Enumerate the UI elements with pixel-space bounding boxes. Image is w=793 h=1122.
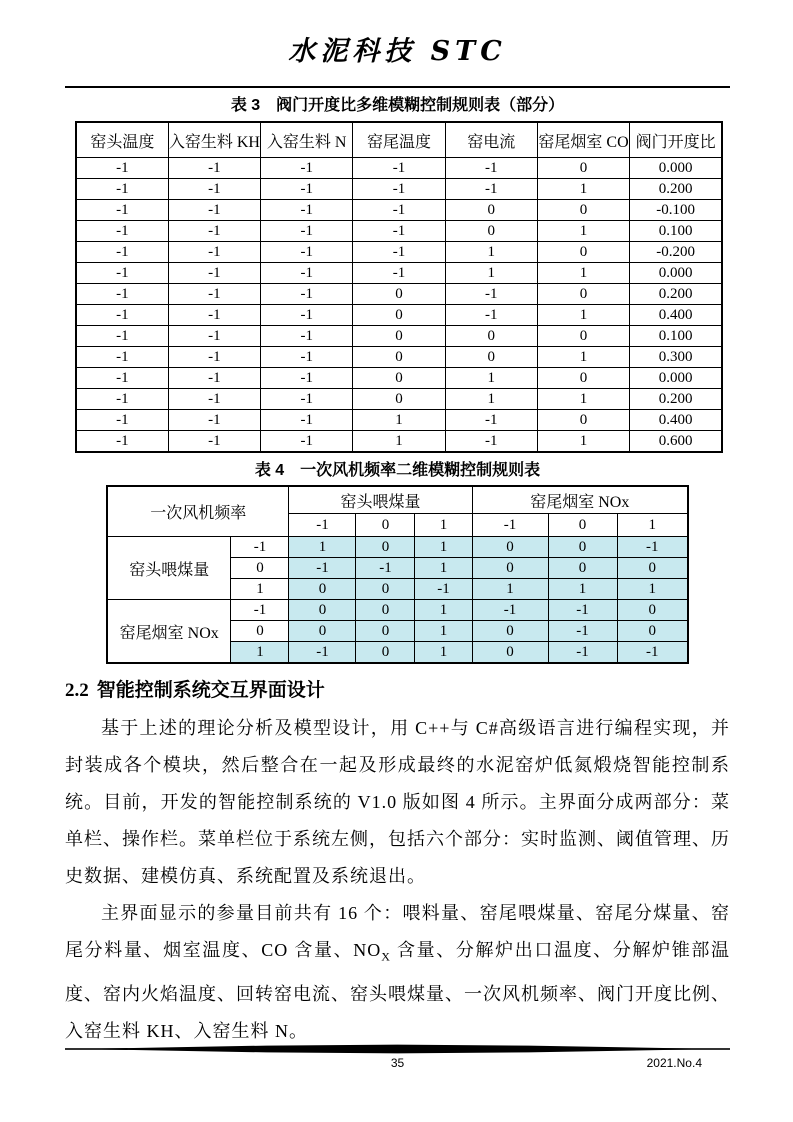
table4-value-cell: 1 [617,579,688,600]
table4-value-cell: 0 [617,621,688,642]
table3-cell: -1 [445,431,537,453]
table3-cell: 1 [537,431,629,453]
table3-header-cell: 窑电流 [445,122,537,158]
table3-cell: -1 [445,284,537,305]
table3-cell: -1 [353,263,445,284]
table3-cell: -1 [168,389,260,410]
table3-cell: 0 [445,326,537,347]
table3-cell: 0 [353,389,445,410]
table4-level-cell: 1 [231,579,289,600]
table3-cell: -1 [76,221,168,242]
table3-cell: -1 [76,431,168,453]
table3-cell: 0 [353,347,445,368]
table3-cell: -1 [168,431,260,453]
table3-header-cell: 窑头温度 [76,122,168,158]
table3-cell: 0 [537,200,629,221]
table3-row [76,200,722,221]
table3-cell: -1 [261,200,353,221]
table4-value-cell: 0 [472,537,548,558]
table3-cell: 0.000 [630,158,722,179]
table4-value-cell: 1 [415,537,472,558]
table3-cell: -1 [261,368,353,389]
table4-value-cell: 0 [289,579,356,600]
table3-cell: -1 [76,410,168,431]
table3-row [76,368,722,389]
table3-row [76,242,722,263]
footer-rule [65,1044,730,1054]
table3-cell: 0.000 [630,368,722,389]
table4-value-cell: 1 [415,621,472,642]
table3-cell: 0 [537,368,629,389]
table3-header-cell: 窑尾温度 [353,122,445,158]
table3-cell: 0.600 [630,431,722,453]
page-number: 35 [390,1056,405,1070]
table3-cell: 1 [445,389,537,410]
table4-subheader-cell: 0 [548,514,617,537]
table4-value-cell: 0 [356,579,415,600]
table3-cell: 1 [353,410,445,431]
table3-header-cell: 入窑生料 N [261,122,353,158]
table3-header-row [76,122,722,158]
journal-title: 水泥科技 STC [288,36,507,67]
table4-value-cell: -1 [356,558,415,579]
table3-cell: -1 [168,158,260,179]
table3-cell: 1 [537,347,629,368]
paragraph-2-text-b: 含量、分解炉出口温度、分解炉锥部温度、窑内火焰温度、回转窑电流、窑头喂煤量、一次风机频率、阀门开度比例、入窑生料 KH、入窑生料 N。 [65,940,730,1041]
table3-cell: 0.200 [630,179,722,200]
table3-cell: 0.400 [630,305,722,326]
table4-value-cell: 0 [617,558,688,579]
table3-cell: -1 [76,179,168,200]
table3-cell: 1 [537,179,629,200]
table3-cell: -1 [353,200,445,221]
table3-cell: 0 [445,347,537,368]
table3-cell: 1 [445,242,537,263]
table3-cell: 0 [537,158,629,179]
table3-cell: -1 [168,305,260,326]
table3-cell: -1 [445,305,537,326]
table4-group-header-row [107,486,688,514]
table3-cell: -1 [168,347,260,368]
table3-row [76,431,722,453]
table3-header-cell: 入窑生料 KH [168,122,260,158]
table3-cell: -1 [76,284,168,305]
table3-cell: -1 [168,410,260,431]
table3-row [76,389,722,410]
table3-cell: 1 [445,368,537,389]
table3-caption: 表 3 阀门开度比多维模糊控制规则表（部分） [230,97,565,114]
table3-cell: -1 [261,326,353,347]
table3-cell: -1 [168,221,260,242]
table3-cell: -1 [261,263,353,284]
table3-row [76,326,722,347]
table4-value-cell: 1 [415,600,472,621]
table4-value-cell: 0 [548,558,617,579]
table4-value-cell: -1 [289,642,356,664]
table4-value-cell: 1 [415,558,472,579]
table4-value-cell: 0 [289,621,356,642]
table4-row-group-label: 窑头喂煤量 [107,537,231,600]
table3-cell: -1 [261,284,353,305]
table3-cell: -0.200 [630,242,722,263]
table3-cell: -1 [76,200,168,221]
table3-cell: -1 [261,347,353,368]
table3-cell: -1 [168,263,260,284]
table4-value-cell: 0 [472,621,548,642]
table4-value-cell: 0 [472,558,548,579]
table4-level-cell: 0 [231,621,289,642]
table3-cell: -1 [261,431,353,453]
table4-value-cell: 1 [548,579,617,600]
table3-cell: -1 [261,305,353,326]
table3-cell: 0.200 [630,389,722,410]
table3-cell: 0 [537,410,629,431]
table3-cell: -1 [261,242,353,263]
table3-cell: 1 [445,263,537,284]
table3-cell: -1 [168,368,260,389]
footer-text [65,1056,730,1072]
table4-row [107,537,688,558]
table3-cell: -1 [76,368,168,389]
page-footer [65,1044,730,1072]
table4-group-cell: 窑尾烟室 NOx [472,486,688,514]
table4-subheader-cell: -1 [289,514,356,537]
table4-value-cell: -1 [617,537,688,558]
paragraph-2-text-a: 主界面显示的参量目前共有 16 个：喂料量、窑尾喂煤量、窑尾分煤量、窑尾分料量、烟室温度、CO 含量、NO [65,903,730,960]
table4-group-cell: 窑头喂煤量 [289,486,472,514]
table3-cell: 0 [537,284,629,305]
table3-cell: -1 [261,389,353,410]
table4-subheader-cell: 0 [356,514,415,537]
section-heading [65,678,730,704]
table4-value-cell: 0 [617,600,688,621]
table3-cell: -1 [261,221,353,242]
table3-row [76,284,722,305]
table3-cell: -1 [353,158,445,179]
table4-value-cell: -1 [548,621,617,642]
paragraph-2 [65,895,730,1050]
table4-value-cell: 0 [356,642,415,664]
table3-row [76,410,722,431]
table3-cell: -1 [353,179,445,200]
table3-cell: -1 [76,158,168,179]
table4-value-cell: 0 [472,642,548,664]
table3-cell: 0 [353,305,445,326]
table3 [75,121,723,453]
table4-value-cell: -1 [415,579,472,600]
table3-row [76,305,722,326]
table4-value-cell: 1 [415,642,472,664]
table3-cell: -1 [445,158,537,179]
table3-cell: 0 [445,200,537,221]
table3-cell: -1 [261,179,353,200]
table3-row [76,347,722,368]
table4-subheader-cell: 1 [617,514,688,537]
paragraph-2-subscript: X [381,949,391,964]
issue-number: 2021.No.4 [646,1056,702,1070]
table4-value-cell: -1 [472,600,548,621]
table3-cell: 0 [537,326,629,347]
table3-cell: -1 [168,326,260,347]
table3-row [76,263,722,284]
table4-value-cell: 0 [356,621,415,642]
table4-value-cell: 0 [356,537,415,558]
table3-cell: -0.100 [630,200,722,221]
table3-cell: 0 [353,284,445,305]
section-number: 2.2 [65,680,89,701]
table4-level-cell: 1 [231,642,289,664]
section-title: 智能控制系统交互界面设计 [96,680,325,701]
table4-value-cell: 0 [548,537,617,558]
table3-cell: -1 [261,158,353,179]
table3-cell: 0.000 [630,263,722,284]
table3-cell: -1 [76,242,168,263]
paragraph-1: 基于上述的理论分析及模型设计，用 C++与 C#高级语言进行编程实现，并封装成各个模块，然后整合在一起及形成最终的水泥窑炉低氮煅烧智能控制系统。目前，开发的智能控制系统的 V1.0 版如图 4 所示。主界面分成两部分：菜单栏、操作栏。菜单栏位于系统左侧，包括六个部分：实时监测、阈值管理、历史数据、建模仿真、系统配置及系统退出。 [65,718,730,886]
table4-value-cell: -1 [617,642,688,664]
table4-level-cell: -1 [231,600,289,621]
table3-cell: 0 [353,368,445,389]
table3-cell: 1 [537,221,629,242]
table3-cell: -1 [76,305,168,326]
table4-caption: 表 4 一次风机频率二维模糊控制规则表 [254,462,541,479]
table3-cell: 1 [537,263,629,284]
table4-row-group-label: 窑尾烟室 NOx [107,600,231,664]
table3-cell: -1 [261,410,353,431]
table3-cell: -1 [76,326,168,347]
table3-cell: -1 [353,242,445,263]
table3-cell: 1 [537,389,629,410]
table3-row [76,221,722,242]
table4-value-cell: 0 [356,600,415,621]
table3-header-cell: 窑尾烟室 CO [537,122,629,158]
table3-cell: -1 [168,200,260,221]
table4-value-cell: -1 [289,558,356,579]
table3-cell: 0.100 [630,326,722,347]
table3-cell: -1 [353,221,445,242]
table4-value-cell: 1 [472,579,548,600]
table3-cell: 0.200 [630,284,722,305]
table3-cell: -1 [76,263,168,284]
table3-cell: -1 [168,179,260,200]
table3-cell: 0.300 [630,347,722,368]
table3-header-cell: 阀门开度比 [630,122,722,158]
table3-cell: -1 [76,347,168,368]
table4-subheader-cell: 1 [415,514,472,537]
table3-cell: 0 [353,326,445,347]
table3-cell: 0.100 [630,221,722,242]
table4-subheader-cell: -1 [472,514,548,537]
header-rule [65,86,730,88]
table4-row [107,600,688,621]
table4-corner-cell: 一次风机频率 [107,486,289,537]
table3-cell: 0 [537,242,629,263]
table3-row [76,158,722,179]
table4-level-cell: 0 [231,558,289,579]
table4-level-cell: -1 [231,537,289,558]
table3-cell: -1 [168,284,260,305]
table3-cell: -1 [168,242,260,263]
table3-cell: 1 [353,431,445,453]
table4 [106,485,689,664]
table4-value-cell: -1 [548,642,617,664]
table3-cell: 0 [445,221,537,242]
table4-value-cell: -1 [548,600,617,621]
table4-value-cell: 0 [289,600,356,621]
table3-cell: 0.400 [630,410,722,431]
table3-cell: -1 [76,389,168,410]
table3-cell: -1 [445,410,537,431]
table3-row [76,179,722,200]
table3-cell: -1 [445,179,537,200]
table3-cell: 1 [537,305,629,326]
table4-value-cell: 1 [289,537,356,558]
